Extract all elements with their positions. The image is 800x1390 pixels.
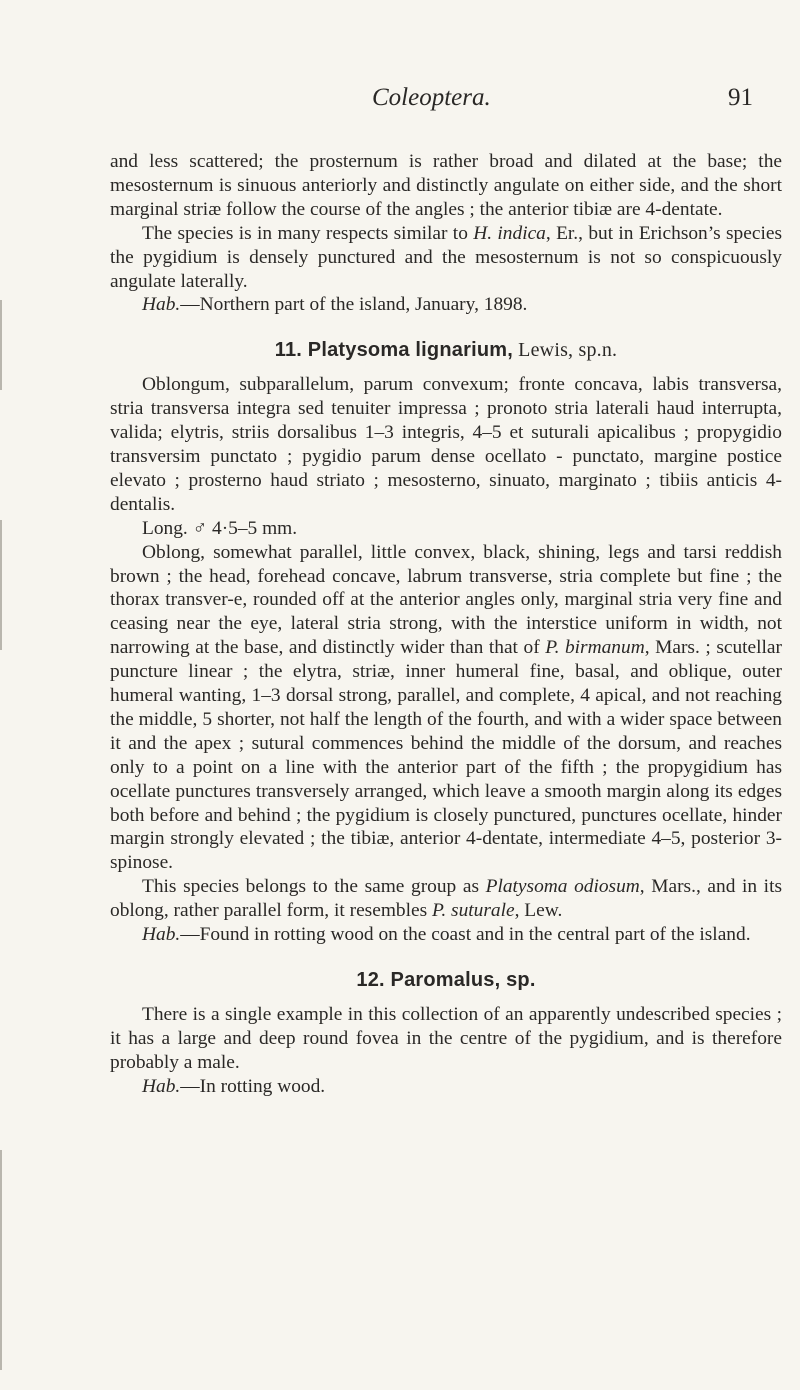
latin-description: Oblongum, subparallelum, parum convexum; fronte concava, labis transversa, stria transversa integra sed tenuiter impressa ; pronoto stria laterali haud interrupta, valida; elytris, striis dorsalibus 1–3 integris, 4–5 et suturali apicalibus ; propygidio transversim punctato ; pygidio parum dense ocellato - punctato, margine postice elevato ; prosterno haud striato ; mesosterno, sinuato, marginato ; tibiis anticis 4-dentalis.: [110, 374, 782, 515]
paragraph: The species is in many respects similar to H. indica, Er., but in Erichson’s species the pygidium is densely punctured and the mesosternum is not so conspicuously angulate laterally.: [110, 222, 783, 292]
running-title: Coleoptera.: [372, 84, 491, 111]
paragraph: There is a single example in this collection of an apparently undescribed species ; it has a large and deep round fovea in the centre of the pygidium, and is therefore probably a male.: [110, 1003, 782, 1073]
scan-edge-mark: [0, 300, 2, 390]
paragraph: This species belongs to the same group as Platysoma odiosum, Mars., and in its oblong, rather parallel form, it resembles P. suturale, Lew.: [110, 876, 782, 922]
english-description: Oblong, somewhat parallel, little convex, black, shining, legs and tarsi reddish brown ; the head, forehead concave, labrum transverse, stria complete but fine ; the thorax transver-e, rounded off at the anterior angles only, marginal stria very fine and ceasing near the eye, lateral stria strong, with the interstice uniform in width, not narrowing at the base, and distinctly wider than that of P. birmanum, Mars. ; scutellar puncture linear ; the elytra, striæ, inner humeral fine, basal, and oblique, outer humeral wanting, 1–3 dorsal strong, parallel, and complete, 4 apical, and not reaching the middle, 5 shorter, not half the length of the fourth, and with a wider space between it and the apex ; sutural commences behind the middle of the dorsum, and reaches only to a point on a line with the anterior part of the fifth ; the propygidium has ocellate punctures transversely arranged, which leave a smooth margin along its edges both before and behind ; the pygidium is closely punctured, punctures ocellate, hinder margin strongly elevated ; the tibiæ, anterior 4-dentate, intermediate 4–5, posterior 3-spinose.: [110, 541, 782, 874]
scan-edge-mark: [0, 520, 2, 650]
paragraph: and less scattered; the prosternum is rather broad and dilated at the base; the mesosternum is sinuous anteriorly and distinctly angulate on either side, and the short marginal striæ follow the course of the angles ; the anterior tibiæ are 4-dentate.: [110, 151, 782, 220]
body-text: [110, 150, 782, 1099]
page-number: 91: [728, 84, 753, 111]
length-measure: Long. ♂ 4·5–5 mm.: [142, 517, 298, 539]
species-heading-12: 12. Paromalus, sp.: [356, 969, 536, 991]
habitat-paragraph: Hab.—Northern part of the island, January, 1898.: [142, 294, 528, 316]
scan-edge-mark: [0, 1150, 2, 1370]
habitat-paragraph: Hab.—Found in rotting wood on the coast and in the central part of the island.: [142, 924, 751, 946]
habitat-paragraph: Hab.—In rotting wood.: [142, 1075, 326, 1097]
species-heading-11: 11. Platysoma lignarium, Lewis, sp.n.: [274, 339, 618, 362]
